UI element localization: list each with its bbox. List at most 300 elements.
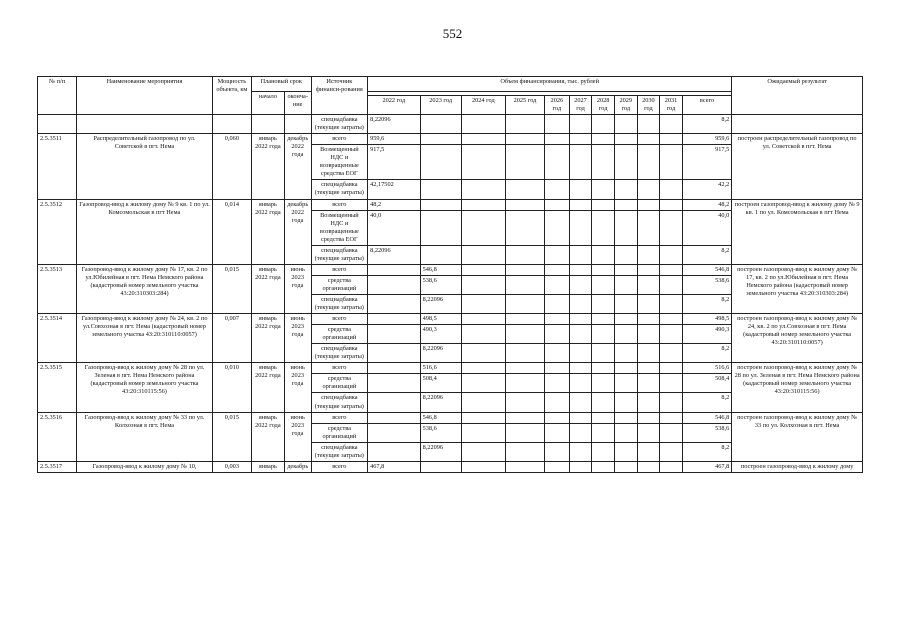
amount-empty — [461, 199, 505, 210]
amount-empty — [614, 461, 637, 472]
cell-source: спецнадбавка (текущие затраты) — [311, 115, 368, 134]
col-end-header: оконча-ние — [284, 92, 311, 115]
cell-result — [732, 115, 863, 134]
table-row — [38, 461, 863, 472]
cell-num: 2.5.3513 — [38, 264, 77, 313]
amount-empty — [614, 412, 637, 423]
amount-2023 — [420, 145, 461, 180]
amount-empty — [461, 363, 505, 374]
amount-2022: 40,0 — [368, 210, 420, 245]
amount-2022 — [368, 442, 420, 461]
amount-empty — [461, 423, 505, 442]
amount-empty — [461, 245, 505, 264]
cell-capacity — [212, 115, 251, 134]
amount-empty — [660, 180, 683, 199]
amount-total: 8,2 — [682, 245, 731, 264]
amount-empty — [461, 134, 505, 145]
amount-empty — [569, 423, 592, 442]
cell-source: спецнадбавка (текущие затраты) — [311, 393, 368, 412]
amount-empty — [569, 264, 592, 275]
cell-capacity: 0,015 — [212, 412, 251, 461]
amount-empty — [569, 245, 592, 264]
amount-2023: 8,22096 — [420, 442, 461, 461]
amount-empty — [637, 210, 660, 245]
cell-source: всего — [311, 363, 368, 374]
year-header: 2027 год — [569, 96, 592, 115]
cell-source: средства организаций — [311, 423, 368, 442]
cell-num: 2.5.3517 — [38, 461, 77, 472]
amount-empty — [592, 134, 615, 145]
amount-empty — [505, 314, 544, 325]
amount-empty — [592, 393, 615, 412]
amount-empty — [660, 115, 683, 134]
amount-empty — [592, 210, 615, 245]
amount-empty — [545, 393, 570, 412]
year-header: 2029 год — [614, 96, 637, 115]
cell-name: Газопровод-ввод к жилому дому № 10, — [77, 461, 213, 472]
amount-empty — [614, 325, 637, 344]
amount-empty — [569, 344, 592, 363]
amount-empty — [505, 145, 544, 180]
cell-name: Газопровод-ввод к жилому дому № 9 кв. 1 по ул. Комсомольская в пгт Нема — [77, 199, 213, 264]
cell-capacity: 0,060 — [212, 134, 251, 199]
amount-empty — [505, 461, 544, 472]
amount-empty — [592, 115, 615, 134]
amount-2022: 42,17502 — [368, 180, 420, 199]
amount-empty — [461, 275, 505, 294]
amount-empty — [660, 210, 683, 245]
amount-empty — [569, 314, 592, 325]
cell-source: всего — [311, 461, 368, 472]
amount-2022: 467,8 — [368, 461, 420, 472]
amount-2022: 48,2 — [368, 199, 420, 210]
cell-start: январь 2022 года — [251, 412, 284, 461]
cell-start: январь 2022 года — [251, 199, 284, 264]
amount-total: 538,6 — [682, 275, 731, 294]
amount-empty — [660, 245, 683, 264]
amount-empty — [614, 134, 637, 145]
cell-source: средства организаций — [311, 374, 368, 393]
amount-empty — [569, 180, 592, 199]
amount-total: 546,8 — [682, 264, 731, 275]
amount-2023: 490,3 — [420, 325, 461, 344]
amount-empty — [545, 294, 570, 313]
amount-empty — [592, 442, 615, 461]
funding-table — [37, 76, 863, 473]
cell-end: июнь 2023 года — [284, 363, 311, 412]
amount-empty — [461, 461, 505, 472]
amount-empty — [614, 245, 637, 264]
cell-end — [284, 115, 311, 134]
amount-empty — [660, 264, 683, 275]
amount-empty — [592, 423, 615, 442]
amount-total: 546,8 — [682, 412, 731, 423]
amount-empty — [505, 412, 544, 423]
amount-2022 — [368, 314, 420, 325]
amount-empty — [545, 374, 570, 393]
amount-2023 — [420, 245, 461, 264]
amount-empty — [505, 264, 544, 275]
amount-empty — [637, 374, 660, 393]
amount-empty — [637, 423, 660, 442]
amount-empty — [461, 115, 505, 134]
amount-empty — [545, 245, 570, 264]
year-header: 2030 год — [637, 96, 660, 115]
col-num-header: № п/п — [38, 77, 77, 115]
amount-empty — [545, 210, 570, 245]
amount-empty — [614, 275, 637, 294]
amount-empty — [461, 210, 505, 245]
cell-start: январь 2022 года — [251, 314, 284, 363]
cell-num: 2.5.3511 — [38, 134, 77, 199]
amount-empty — [614, 363, 637, 374]
amount-empty — [637, 199, 660, 210]
amount-empty — [569, 374, 592, 393]
cell-result: построен газопровод-ввод к жилому дому № 28 по ул. Зеленая в пгт. Нема Немского района (кадастровый номер земельного участка 43:20:310115:56) — [732, 363, 863, 412]
amount-total: 498,5 — [682, 314, 731, 325]
amount-2023: 8,22096 — [420, 393, 461, 412]
amount-2023 — [420, 134, 461, 145]
amount-empty — [592, 275, 615, 294]
amount-2022 — [368, 275, 420, 294]
cell-name: Газопровод-ввод к жилому дому № 17, кв. 2 по ул.Юбилейная в пгт. Нема Немского района (кадастровый номер земельного участка 43:20:310303:284) — [77, 264, 213, 313]
amount-empty — [592, 344, 615, 363]
amount-total: 8,2 — [682, 344, 731, 363]
cell-result: построен газопровод-ввод к жилому дому № 17, кв. 2 по ул.Юбилейная в пгт. Нема Немского района (кадастровый номер земельного участка 43:20:310303:284) — [732, 264, 863, 313]
amount-empty — [660, 461, 683, 472]
table-row — [38, 314, 863, 325]
cell-source: средства организаций — [311, 325, 368, 344]
cell-source: спецнадбавка (текущие затраты) — [311, 344, 368, 363]
col-term-header: Плановый срок — [251, 77, 311, 92]
amount-empty — [545, 325, 570, 344]
amount-total: 538,6 — [682, 423, 731, 442]
amount-empty — [505, 199, 544, 210]
amount-total: 8,2 — [682, 442, 731, 461]
amount-empty — [461, 145, 505, 180]
amount-empty — [660, 374, 683, 393]
amount-total: 8,2 — [682, 393, 731, 412]
amount-empty — [614, 264, 637, 275]
amount-empty — [614, 374, 637, 393]
amount-2023: 546,8 — [420, 264, 461, 275]
amount-empty — [505, 393, 544, 412]
amount-empty — [592, 245, 615, 264]
year-header: 2028 год — [592, 96, 615, 115]
amount-total: 959,6 — [682, 134, 731, 145]
amount-empty — [660, 412, 683, 423]
amount-empty — [660, 363, 683, 374]
amount-empty — [569, 442, 592, 461]
amount-empty — [569, 325, 592, 344]
amount-empty — [614, 442, 637, 461]
amount-empty — [592, 363, 615, 374]
amount-empty — [614, 294, 637, 313]
amount-empty — [637, 363, 660, 374]
amount-2023 — [420, 199, 461, 210]
amount-2022: 959,6 — [368, 134, 420, 145]
cell-source: всего — [311, 412, 368, 423]
year-header: 2024 год — [461, 96, 505, 115]
year-header: 2025 год — [505, 96, 544, 115]
amount-empty — [461, 393, 505, 412]
table-row — [38, 363, 863, 374]
cell-source: спецнадбавка (текущие затраты) — [311, 442, 368, 461]
table-row — [38, 115, 863, 134]
page-number: 552 — [442, 26, 463, 41]
amount-empty — [660, 393, 683, 412]
total-header: всего — [682, 96, 731, 115]
amount-empty — [461, 442, 505, 461]
amount-empty — [461, 180, 505, 199]
amount-2022 — [368, 423, 420, 442]
cell-source: средства организаций — [311, 275, 368, 294]
amount-total: 508,4 — [682, 374, 731, 393]
amount-empty — [637, 115, 660, 134]
amount-empty — [505, 180, 544, 199]
amount-empty — [505, 275, 544, 294]
amount-2022 — [368, 393, 420, 412]
table-row — [38, 199, 863, 210]
amount-2023: 498,5 — [420, 314, 461, 325]
cell-result: построен газопровод-ввод к жилому дому — [732, 461, 863, 472]
amount-empty — [614, 393, 637, 412]
cell-result: построен газопровод-ввод к жилому дому № 9 кв. 1 по ул. Комсомольская в пгт Нема — [732, 199, 863, 264]
cell-end: июнь 2023 года — [284, 264, 311, 313]
amount-2023: 8,22096 — [420, 344, 461, 363]
amount-empty — [637, 264, 660, 275]
amount-empty — [637, 412, 660, 423]
col-name-header: Наименование мероприятия — [77, 77, 213, 115]
amount-empty — [545, 442, 570, 461]
amount-empty — [461, 294, 505, 313]
amount-empty — [569, 145, 592, 180]
amount-empty — [545, 145, 570, 180]
col-capacity-header: Мощность объекта, км — [212, 77, 251, 115]
amount-empty — [461, 344, 505, 363]
amount-empty — [660, 442, 683, 461]
amount-empty — [614, 145, 637, 180]
amount-empty — [614, 210, 637, 245]
amount-empty — [637, 344, 660, 363]
col-source-header: Источник финанси-рования — [311, 77, 368, 115]
amount-empty — [545, 264, 570, 275]
cell-source: спецнадбавка (текущие затраты) — [311, 294, 368, 313]
cell-num — [38, 115, 77, 134]
amount-empty — [569, 294, 592, 313]
amount-empty — [592, 374, 615, 393]
amount-empty — [637, 294, 660, 313]
cell-name: Газопровод-ввод к жилому дому № 28 по ул. Зеленая в пгт. Нема Немского района (кадастровый номер земельного участка 43:20:310115:56) — [77, 363, 213, 412]
amount-empty — [545, 199, 570, 210]
cell-num: 2.5.3516 — [38, 412, 77, 461]
amount-empty — [505, 294, 544, 313]
amount-empty — [505, 423, 544, 442]
amount-empty — [505, 325, 544, 344]
amount-empty — [569, 393, 592, 412]
cell-start: январь 2022 года — [251, 363, 284, 412]
amount-empty — [660, 145, 683, 180]
amount-empty — [545, 344, 570, 363]
amount-total: 917,5 — [682, 145, 731, 180]
amount-empty — [637, 393, 660, 412]
cell-end: декабрь — [284, 461, 311, 472]
table-row — [38, 264, 863, 275]
amount-empty — [505, 344, 544, 363]
amount-empty — [505, 245, 544, 264]
cell-start: январь 2022 года — [251, 264, 284, 313]
cell-result: построен распределительный газопровод по ул. Советской в пгт. Нема — [732, 134, 863, 199]
amount-empty — [461, 314, 505, 325]
amount-empty — [614, 344, 637, 363]
amount-empty — [614, 199, 637, 210]
amount-empty — [637, 245, 660, 264]
cell-source: всего — [311, 134, 368, 145]
cell-source: Возмещенный НДС и возвращенные средства ЕОГ — [311, 145, 368, 180]
amount-empty — [569, 134, 592, 145]
amount-empty — [592, 314, 615, 325]
cell-end: декабрь 2022 года — [284, 199, 311, 264]
amount-2022 — [368, 325, 420, 344]
amount-empty — [592, 325, 615, 344]
amount-empty — [614, 115, 637, 134]
amount-2023 — [420, 180, 461, 199]
amount-empty — [569, 199, 592, 210]
amount-empty — [592, 461, 615, 472]
amount-empty — [545, 180, 570, 199]
amount-empty — [545, 423, 570, 442]
cell-start — [251, 115, 284, 134]
cell-capacity: 0,007 — [212, 314, 251, 363]
amount-2023 — [420, 461, 461, 472]
amount-empty — [461, 325, 505, 344]
amount-empty — [637, 145, 660, 180]
amount-empty — [637, 275, 660, 294]
amount-total: 40,0 — [682, 210, 731, 245]
amount-total: 42,2 — [682, 180, 731, 199]
cell-source: Возмещенный НДС и возвращенные средства ЕОГ — [311, 210, 368, 245]
amount-empty — [592, 264, 615, 275]
cell-name: Газопровод-ввод к жилому дому № 33 по ул. Колхозная в пгт. Нема — [77, 412, 213, 461]
table-row — [38, 412, 863, 423]
cell-source: всего — [311, 199, 368, 210]
amount-empty — [660, 314, 683, 325]
cell-capacity: 0,014 — [212, 199, 251, 264]
amount-2022: 8,22096 — [368, 245, 420, 264]
amount-2023: 538,6 — [420, 275, 461, 294]
amount-2022 — [368, 374, 420, 393]
amount-empty — [505, 442, 544, 461]
amount-empty — [592, 199, 615, 210]
amount-empty — [505, 115, 544, 134]
amount-empty — [569, 363, 592, 374]
cell-capacity: 0,003 — [212, 461, 251, 472]
amount-total: 490,3 — [682, 325, 731, 344]
table-body — [38, 115, 863, 473]
cell-num: 2.5.3512 — [38, 199, 77, 264]
amount-empty — [660, 325, 683, 344]
amount-2022 — [368, 363, 420, 374]
amount-total: 48,2 — [682, 199, 731, 210]
amount-empty — [569, 412, 592, 423]
amount-2023: 8,22096 — [420, 294, 461, 313]
amount-2022 — [368, 294, 420, 313]
cell-result: построен газопровод-ввод к жилому дому № 33 по ул. Колхозная в пгт. Нема — [732, 412, 863, 461]
amount-2022: 8,22096 — [368, 115, 420, 134]
amount-empty — [637, 325, 660, 344]
amount-total: 516,6 — [682, 363, 731, 374]
cell-result: построен газопровод-ввод к жилому дому № 24, кв. 2 по ул.Совхозная в пгт. Нема (кадастровый номер земельного участка 43:20:310110:0057) — [732, 314, 863, 363]
amount-empty — [592, 294, 615, 313]
col-start-header: начало — [251, 92, 284, 115]
amount-empty — [637, 134, 660, 145]
amount-2022 — [368, 412, 420, 423]
col-result-header: Ожидаемый результат — [732, 77, 863, 115]
amount-empty — [545, 363, 570, 374]
amount-2023: 516,6 — [420, 363, 461, 374]
amount-empty — [545, 314, 570, 325]
amount-empty — [569, 115, 592, 134]
amount-empty — [637, 442, 660, 461]
amount-empty — [545, 134, 570, 145]
amount-empty — [660, 344, 683, 363]
amount-empty — [505, 134, 544, 145]
cell-name — [77, 115, 213, 134]
amount-empty — [461, 264, 505, 275]
amount-empty — [545, 461, 570, 472]
amount-empty — [660, 199, 683, 210]
amount-empty — [569, 275, 592, 294]
amount-empty — [614, 180, 637, 199]
amount-empty — [545, 115, 570, 134]
amount-empty — [592, 145, 615, 180]
cell-start: январь — [251, 461, 284, 472]
amount-empty — [461, 374, 505, 393]
amount-2022 — [368, 264, 420, 275]
amount-2023 — [420, 210, 461, 245]
year-header: 2022 год — [368, 96, 420, 115]
amount-2023: 546,8 — [420, 412, 461, 423]
amount-empty — [545, 275, 570, 294]
amount-total: 8,2 — [682, 294, 731, 313]
table-row — [38, 134, 863, 145]
amount-empty — [660, 134, 683, 145]
amount-2023 — [420, 115, 461, 134]
amount-empty — [614, 314, 637, 325]
amount-empty — [637, 180, 660, 199]
amount-empty — [569, 210, 592, 245]
amount-empty — [637, 314, 660, 325]
amount-empty — [505, 210, 544, 245]
amount-2023: 508,4 — [420, 374, 461, 393]
year-header: 2023 год — [420, 96, 461, 115]
cell-name: Газопровод-ввод к жилому дому № 24, кв. 2 по ул.Совхозная в пгт. Нема (кадастровый номер земельного участка 43:20:310110:0057) — [77, 314, 213, 363]
amount-empty — [461, 412, 505, 423]
col-funding-header: Объем финансирования, тыс. рублей — [368, 77, 732, 92]
cell-name: Распределительный газопровод по ул. Советской в пгт. Нема — [77, 134, 213, 199]
amount-total: 8,2 — [682, 115, 731, 134]
amount-empty — [637, 461, 660, 472]
cell-end: июнь 2023 года — [284, 314, 311, 363]
amount-empty — [592, 180, 615, 199]
cell-num: 2.5.3515 — [38, 363, 77, 412]
cell-source: всего — [311, 264, 368, 275]
amount-empty — [660, 294, 683, 313]
amount-empty — [505, 374, 544, 393]
amount-empty — [660, 275, 683, 294]
cell-start: январь 2022 года — [251, 134, 284, 199]
amount-empty — [614, 423, 637, 442]
